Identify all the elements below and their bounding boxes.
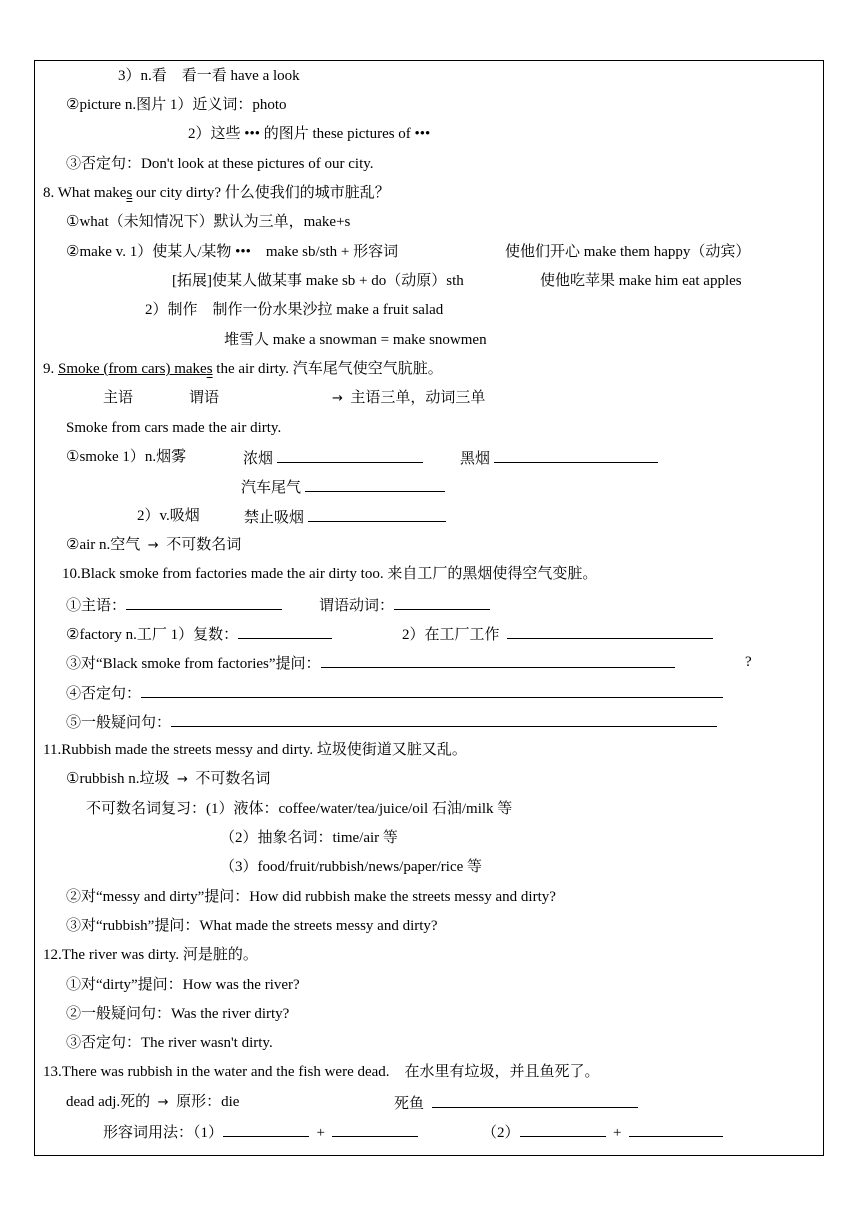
line-rubbish [66,770,270,789]
text: [拓展]使某人做某事 make sb + do（动原）sth [172,273,464,289]
answer-blank[interactable] [432,1093,638,1108]
text: （2） [482,1125,520,1141]
text: ②一般疑问句：Was the river dirty? [66,1006,290,1022]
question-mark [745,653,752,671]
underlined-verb: make [170,361,207,377]
answer-blank[interactable] [321,653,675,668]
text: 谓语 [189,390,220,406]
line-make-sb-do [172,272,464,290]
line-uncountable-review [86,800,512,818]
text: Smoke from cars made the air dirty. [66,420,282,436]
line-thick-smoke [243,448,423,468]
text: 9. [43,361,58,377]
line-snowman [224,331,487,349]
text: 禁止吸烟 [244,510,305,526]
line-have-a-look [118,67,300,85]
text: + [316,1125,325,1141]
underlined-subject: Smoke (from cars) [58,361,171,377]
text: 不可数名词复习：(1）液体：coffee/water/tea/juice/oil 石油/milk 等 [86,801,513,817]
line-adjective-usage-2 [482,1122,723,1142]
text: ②factory n.工厂 1）复数： [66,627,239,643]
heading-12 [43,946,258,964]
arrow-icon: → [157,1095,169,1110]
heading-11 [43,741,467,759]
text: 使他们开心 make them happy（动宾） [505,244,751,260]
text: ③否定句：The river wasn't dirty. [66,1035,273,1051]
line-predicate-blank [319,595,490,615]
text: our city dirty? 什么使我们的城市脏乱？ [132,185,390,201]
text: 原形：die [176,1094,240,1110]
text: 黑烟 [460,451,491,467]
line-subject-blank [66,595,282,615]
text: ②make v. 1）使某人/某物 ••• make sb/sth + 形容词 [66,244,399,260]
line-food-list [220,858,482,876]
line-black-smoke [460,448,658,468]
heading-8 [43,184,390,202]
line-smoke-verb [137,507,200,525]
text: ②对“messy and dirty”提问：How did rubbish make the streets messy and dirty? [66,889,556,905]
line-no-smoking [244,507,446,527]
text: 堆雪人 make a snowman = make snowmen [224,332,487,348]
text: ①what（未知情况下）默认为三单，make+s [66,214,351,230]
line-yes-no-question [66,1005,289,1023]
text: 11.Rubbish made the streets messy and dirty. 垃圾使街道又脏又乱。 [43,742,467,758]
arrow-icon: → [176,772,188,787]
text: 主语 [103,390,134,406]
arrow-icon: → [332,391,343,406]
line-adjective-usage [103,1122,418,1142]
answer-blank[interactable] [277,448,423,463]
text: 13.There was rubbish in the water and the fish were dead. 在水里有垃圾，并且鱼死了。 [43,1064,600,1080]
answer-blank[interactable] [308,507,446,522]
text: ④否定句： [66,686,142,702]
answer-blank[interactable] [332,1122,418,1137]
line-river-negative [66,1034,273,1052]
line-negative-blank [66,683,723,703]
text: 浓烟 [243,451,274,467]
text: 形容词用法：（1） [103,1125,224,1141]
text: 12.The river was dirty. 河是脏的。 [43,947,258,963]
answer-blank[interactable] [494,448,658,463]
line-work-in-factory [402,624,713,644]
text: 10.Black smoke from factories made the air dirty too. 来自工厂的黑烟使得空气变脏。 [62,566,598,582]
line-car-exhaust [241,477,445,497]
answer-blank[interactable] [520,1122,606,1137]
line-smoke-past [66,419,281,437]
line-ask-messy [66,888,556,906]
line-ask-dirty [66,976,300,994]
text: ? [745,654,752,670]
text: ①主语： [66,598,127,614]
line-question-blank [66,712,717,732]
text: 汽车尾气 [241,480,302,496]
answer-blank[interactable] [141,683,723,698]
underlined-s: s [206,361,213,377]
text: + [613,1125,622,1141]
answer-blank[interactable] [394,595,490,610]
line-fruit-salad [145,301,443,319]
text: ①rubbish n.垃圾 [66,771,170,787]
line-make-sb-adj [66,243,398,261]
text: 2）这些 ••• 的图片 these pictures of ••• [188,126,431,142]
line-dead [66,1093,239,1112]
text: ⑤一般疑问句： [66,715,172,731]
arrow-icon: → [147,538,159,553]
text: ③对“Black smoke from factories”提问： [66,656,321,672]
label-subject [103,389,133,407]
line-make-them-happy [505,243,750,261]
label-predicate [189,389,219,407]
answer-blank[interactable] [507,624,713,639]
text: the air dirty. 汽车尾气使空气肮脏。 [212,361,443,377]
text: 使他吃苹果 make him eat apples [540,273,742,289]
answer-blank[interactable] [305,477,445,492]
text: （3）food/fruit/rubbish/news/paper/rice 等 [220,859,483,875]
rule-third-person [332,389,485,408]
answer-blank[interactable] [238,624,332,639]
text: 主语三单，动词三单 [350,390,486,406]
text: 2）制作 制作一份水果沙拉 make a fruit salad [145,302,444,318]
answer-blank[interactable] [629,1122,723,1137]
heading-13 [43,1063,600,1081]
line-factory-plural [66,624,332,644]
text: dead adj.死的 [66,1094,151,1110]
text: 8. What make [43,185,127,201]
heading-9 [43,360,443,378]
text: 不可数名词 [195,771,271,787]
text: ③对“rubbish”提问：What made the streets messy and dirty? [66,918,438,934]
text: 2）在工厂工作 [402,627,500,643]
line-picture [66,96,287,114]
underlined-s: s [126,185,133,201]
text: 2）v.吸烟 [137,508,200,524]
answer-blank[interactable] [126,595,282,610]
answer-blank[interactable] [171,712,717,727]
text: ①对“dirty”提问：How was the river? [66,977,300,993]
line-ask-rubbish [66,917,438,935]
answer-blank[interactable] [223,1122,309,1137]
line-negative-look [66,155,374,173]
line-abstract-nouns [220,829,398,847]
line-dead-fish [394,1093,638,1113]
text: ①smoke 1）n.烟雾 [66,449,187,465]
text: 3）n.看 看一看 have a look [118,68,300,84]
text: 谓语动词： [319,598,395,614]
line-these-pictures [188,125,430,143]
text: ②picture n.图片 1）近义词：photo [66,97,287,113]
line-what-third-person [66,213,350,231]
text: ②air n.空气 [66,537,141,553]
text: 不可数名词 [166,537,242,553]
heading-10 [62,565,597,583]
text: 死鱼 [394,1096,425,1112]
text: ③否定句：Don't look at these pictures of our city. [66,156,374,172]
line-ask-black-smoke [66,653,675,673]
line-make-him-eat [540,272,742,290]
line-air [66,536,241,555]
line-smoke-noun [66,448,186,466]
text: （2）抽象名词：time/air 等 [220,830,398,846]
